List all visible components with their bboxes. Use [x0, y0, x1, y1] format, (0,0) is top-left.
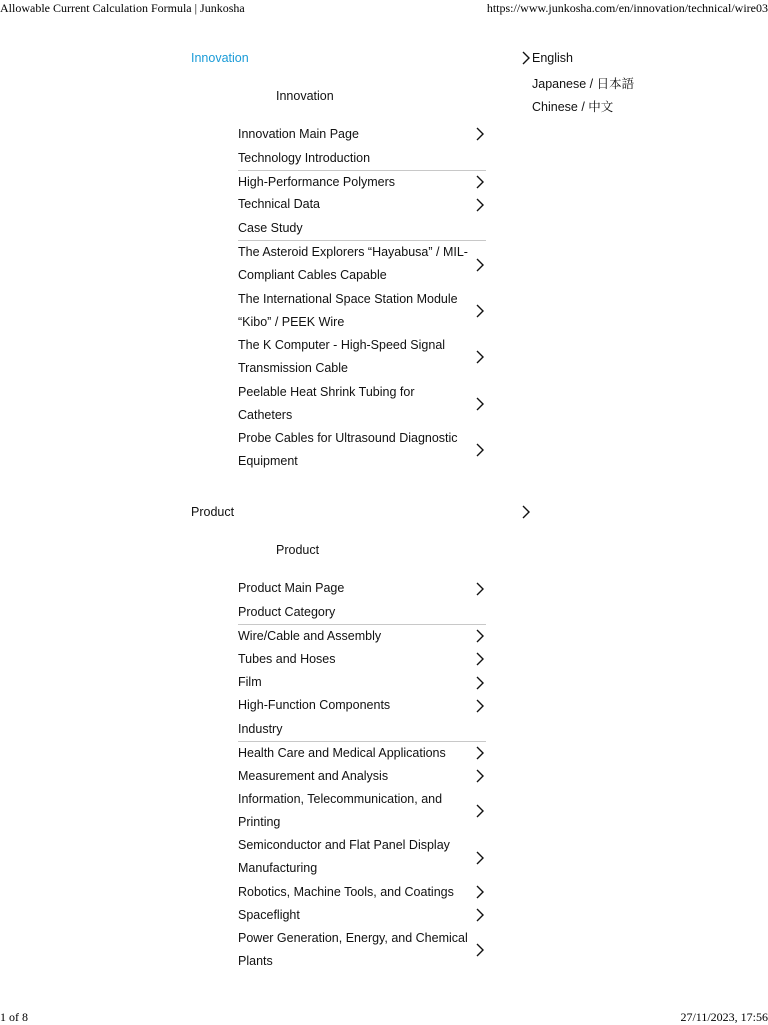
- chevron-right-icon[interactable]: [474, 442, 486, 458]
- chevron-right-icon[interactable]: [474, 174, 486, 190]
- chevron-right-icon[interactable]: [474, 698, 486, 714]
- language-english[interactable]: English: [532, 51, 573, 65]
- language-chinese[interactable]: Chinese / 中文: [532, 100, 614, 114]
- chevron-right-icon[interactable]: [474, 396, 486, 412]
- product-main-page-link[interactable]: Product Main Page: [238, 581, 345, 595]
- chevron-right-icon[interactable]: [474, 884, 486, 900]
- chevron-right-icon[interactable]: [474, 349, 486, 365]
- high-performance-polymers-link[interactable]: High-Performance Polymers: [238, 175, 395, 189]
- case-hayabusa-link[interactable]: The Asteroid Explorers “Hayabusa” / MIL-Compliant Cables Capable: [238, 245, 468, 283]
- chevron-right-icon[interactable]: [474, 942, 486, 958]
- chevron-right-icon[interactable]: [474, 651, 486, 667]
- chevron-right-icon[interactable]: [474, 581, 486, 597]
- chevron-right-icon[interactable]: [474, 850, 486, 866]
- chevron-right-icon[interactable]: [474, 303, 486, 319]
- case-peelable-tubing-link[interactable]: Peelable Heat Shrink Tubing for Catheters: [238, 385, 415, 423]
- chevron-right-icon[interactable]: [474, 257, 486, 273]
- robotics-machine-tools-link[interactable]: Robotics, Machine Tools, and Coatings: [238, 885, 454, 899]
- information-telecom-link[interactable]: Information, Telecommunication, and Printing: [238, 792, 443, 830]
- product-submenu-title: Product: [276, 543, 320, 557]
- print-page-url: https://www.junkosha.com/en/innovation/technical/wire03: [486, 1, 768, 15]
- print-page-title: Allowable Current Calculation Formula | Junkosha: [0, 1, 245, 15]
- print-page-number: 1 of 8: [0, 1010, 28, 1024]
- industry-heading: Industry: [238, 722, 283, 736]
- chevron-right-icon[interactable]: [474, 745, 486, 761]
- film-link[interactable]: Film: [238, 675, 262, 689]
- chevron-right-icon[interactable]: [520, 504, 532, 520]
- chevron-right-icon[interactable]: [474, 628, 486, 644]
- product-category-heading: Product Category: [238, 605, 336, 619]
- semiconductor-fpd-link[interactable]: Semiconductor and Flat Panel Display Manufacturing: [238, 838, 450, 876]
- chevron-right-icon[interactable]: [474, 126, 486, 142]
- technical-data-link[interactable]: Technical Data: [238, 197, 320, 211]
- innovation-category-technology-introduction: Technology Introduction: [238, 151, 371, 165]
- case-kibo-link[interactable]: The International Space Station Module “Kibo” / PEEK Wire: [238, 292, 458, 330]
- case-k-computer-link[interactable]: The K Computer - High-Speed Signal Transmission Cable: [238, 338, 446, 376]
- chevron-right-icon[interactable]: [474, 907, 486, 923]
- chevron-right-icon[interactable]: [474, 197, 486, 213]
- innovation-main-page-link[interactable]: Innovation Main Page: [238, 127, 359, 141]
- case-ultrasound-cables-link[interactable]: Probe Cables for Ultrasound Diagnostic Equipment: [238, 431, 458, 469]
- wire-cable-assembly-link[interactable]: Wire/Cable and Assembly: [238, 629, 382, 643]
- chevron-right-icon[interactable]: [474, 675, 486, 691]
- print-datetime: 27/11/2023, 17:56: [680, 1010, 768, 1024]
- measurement-analysis-link[interactable]: Measurement and Analysis: [238, 769, 389, 783]
- innovation-submenu-title: Innovation: [276, 89, 334, 103]
- high-function-components-link[interactable]: High-Function Components: [238, 698, 391, 712]
- nav-product[interactable]: Product: [191, 505, 235, 519]
- chevron-right-icon: [520, 50, 532, 66]
- chevron-right-icon[interactable]: [474, 768, 486, 784]
- language-japanese[interactable]: Japanese / 日本語: [532, 77, 635, 91]
- health-care-link[interactable]: Health Care and Medical Applications: [238, 746, 446, 760]
- chevron-right-icon[interactable]: [474, 803, 486, 819]
- tubes-hoses-link[interactable]: Tubes and Hoses: [238, 652, 336, 666]
- nav-innovation[interactable]: Innovation: [191, 51, 249, 65]
- innovation-category-case-study: Case Study: [238, 221, 303, 235]
- power-generation-link[interactable]: Power Generation, Energy, and Chemical Plants: [238, 931, 468, 969]
- spaceflight-link[interactable]: Spaceflight: [238, 908, 300, 922]
